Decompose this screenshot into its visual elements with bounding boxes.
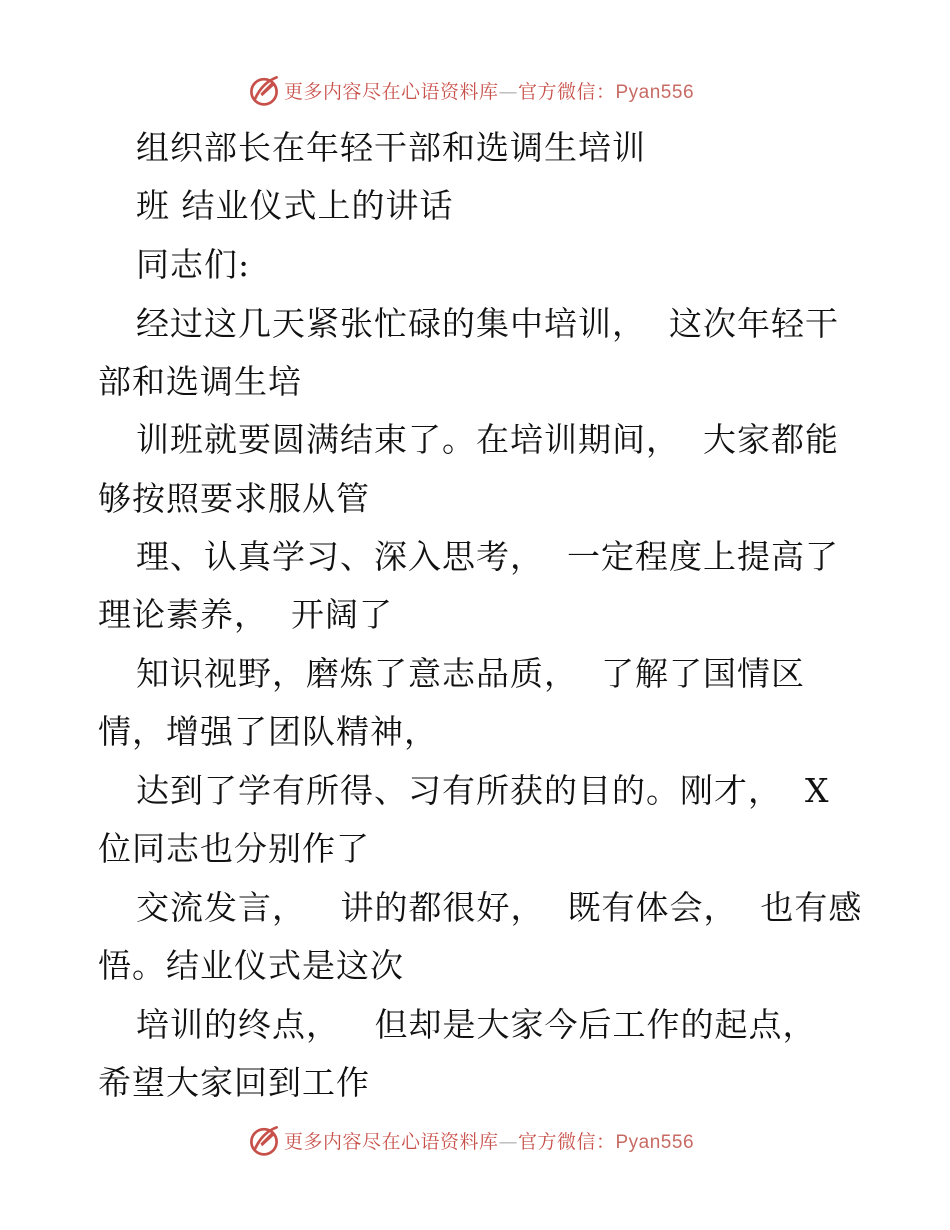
banner-content: [246, 1122, 694, 1158]
doc-paragraph-line: 希望大家回到工作: [98, 1063, 370, 1102]
banner-text: [284, 1127, 694, 1154]
banner-content: [246, 72, 694, 108]
doc-title-line-1: 组织部长在年轻干部和选调生培训: [136, 128, 646, 167]
doc-paragraph-line: 培训的终点， 但却是大家今后工作的起点，: [136, 1005, 817, 1044]
doc-title-line-2: 班 结业仪式上的讲话: [136, 186, 454, 225]
pen-swirl-logo-icon: [246, 72, 282, 108]
banner-wechat-id: Pyan556: [615, 1131, 695, 1153]
doc-paragraph-line: 位同志也分别作了: [98, 829, 370, 868]
doc-paragraph-line: 交流发言， 讲的都很好， 既有体会， 也有感: [136, 888, 863, 927]
doc-paragraph-line: 够按照要求服从管: [98, 479, 370, 518]
banner-wechat-label: 官方微信：: [517, 80, 616, 103]
doc-paragraph-line: 理论素养， 开阔了: [98, 595, 393, 634]
header-banner: [0, 70, 950, 110]
banner-dash: —: [498, 80, 518, 103]
doc-paragraph-line: 悟。结业仪式是这次: [98, 946, 404, 985]
banner-main-text: 更多内容尽在心语资料库: [283, 80, 499, 103]
doc-salutation: 同志们:: [136, 245, 251, 284]
doc-paragraph-line: 情，增强了团队精神，: [98, 712, 438, 751]
footer-banner: [0, 1120, 950, 1160]
banner-text: [284, 77, 694, 104]
doc-paragraph-line: 部和选调生培: [98, 362, 302, 401]
doc-paragraph-line: 训班就要圆满结束了。在培训期间， 大家都能: [136, 420, 839, 459]
banner-dash: —: [498, 1130, 518, 1153]
pen-swirl-logo-icon: [246, 1122, 282, 1158]
doc-paragraph-line: 理、认真学习、深入思考， 一定程度上提高了: [136, 537, 839, 576]
banner-wechat-id: Pyan556: [615, 81, 695, 103]
doc-paragraph-line: 经过这几天紧张忙碌的集中培训， 这次年轻干: [136, 304, 839, 343]
banner-wechat-label: 官方微信：: [517, 1130, 616, 1153]
doc-paragraph-line: 知识视野，磨炼了意志品质， 了解了国情区: [136, 654, 805, 693]
doc-paragraph-line: 达到了学有所得、习有所获的目的。刚才， X: [136, 771, 830, 810]
banner-main-text: 更多内容尽在心语资料库: [283, 1130, 499, 1153]
